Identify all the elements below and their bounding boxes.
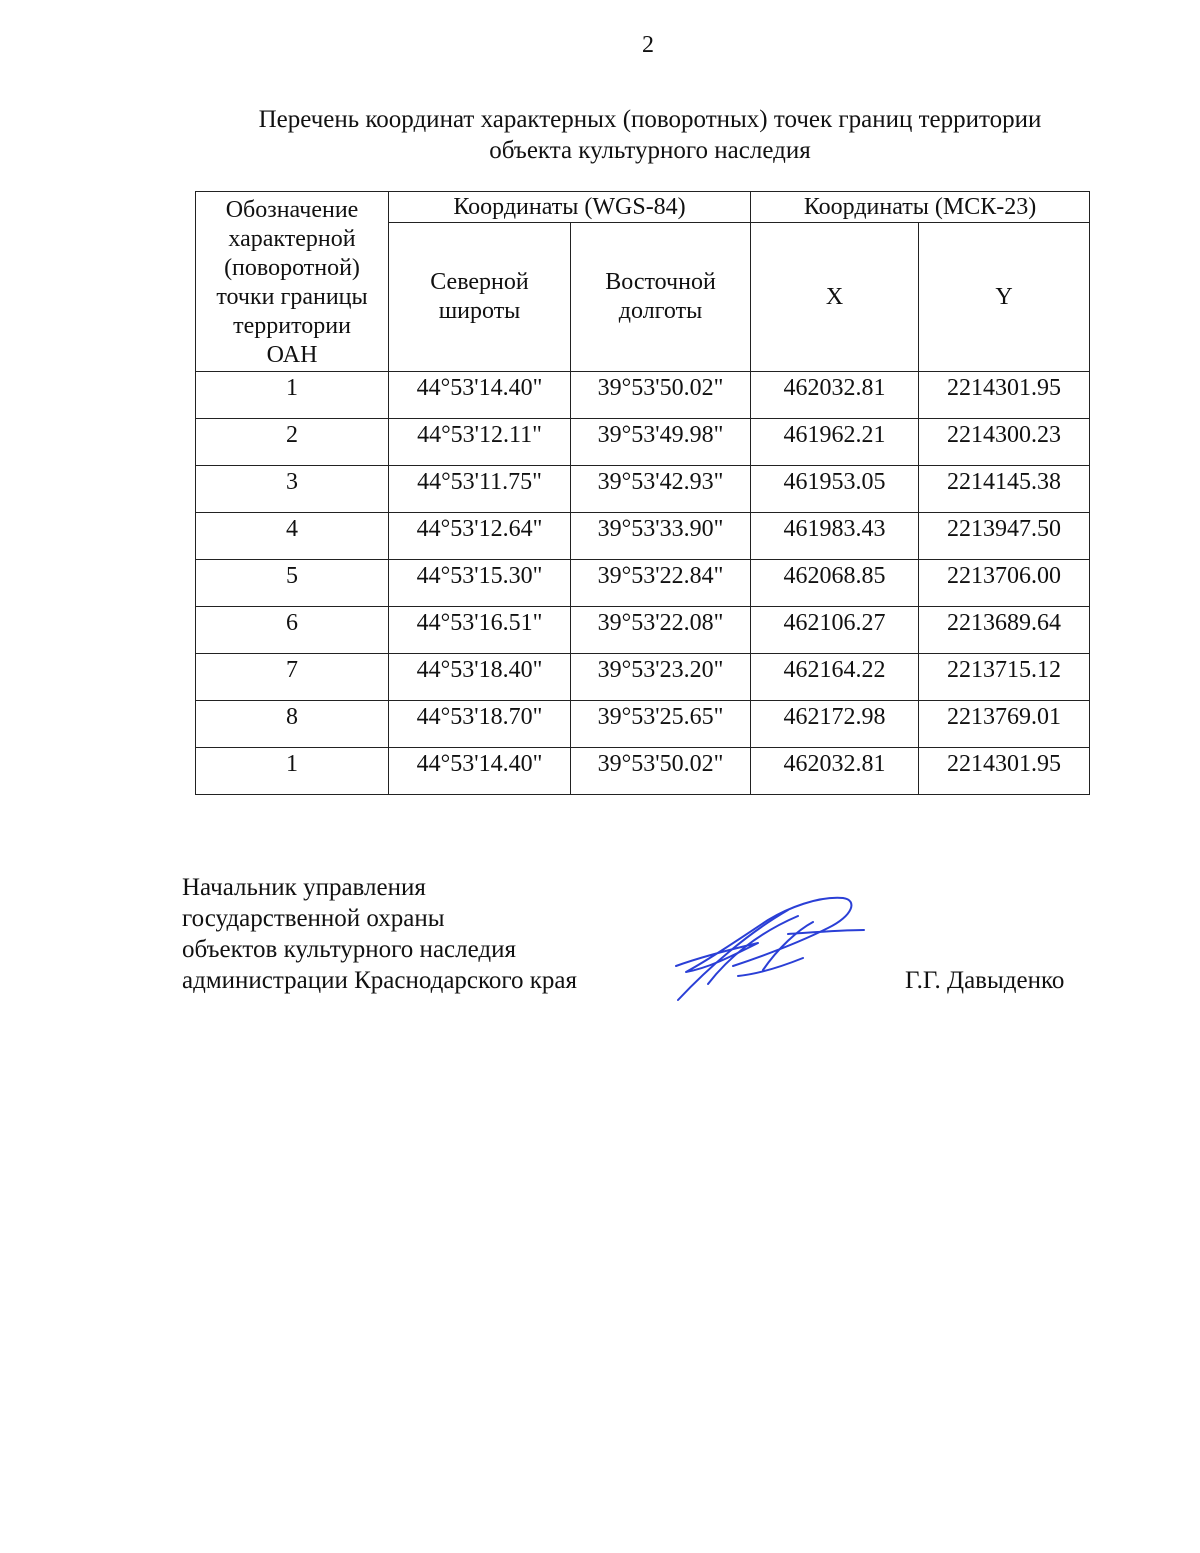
y-cell: 2213689.64: [919, 607, 1090, 654]
point-cell: 3: [196, 466, 389, 513]
y-cell: 2214301.95: [919, 748, 1090, 795]
position-line: государственной охраны: [182, 905, 445, 932]
point-cell: 8: [196, 701, 389, 748]
longitude-cell: 39°53'50.02": [571, 748, 751, 795]
longitude-cell: 39°53'22.08": [571, 607, 751, 654]
position-line: Начальник управления: [182, 874, 426, 901]
msk23-group-header: Координаты (МСК-23): [751, 192, 1090, 223]
longitude-cell: 39°53'23.20": [571, 654, 751, 701]
table-row: [196, 513, 1090, 560]
latitude-cell: 44°53'18.40": [389, 654, 571, 701]
point-cell: 4: [196, 513, 389, 560]
x-cell: 462068.85: [751, 560, 919, 607]
table-row: [196, 654, 1090, 701]
y-header: Y: [919, 223, 1090, 372]
signature-position: [182, 872, 577, 996]
point-cell: 1: [196, 372, 389, 419]
latitude-cell: 44°53'18.70": [389, 701, 571, 748]
latitude-cell: 44°53'12.11": [389, 419, 571, 466]
x-cell: 462032.81: [751, 372, 919, 419]
y-cell: 2214300.23: [919, 419, 1090, 466]
point-cell: 1: [196, 748, 389, 795]
document-title-line-2: объекта культурного наследия: [489, 137, 811, 164]
document-title: [180, 104, 1120, 166]
position-line: объектов культурного наследия: [182, 936, 516, 963]
east-longitude-header: Восточной долготы: [571, 223, 751, 372]
table-row: [196, 419, 1090, 466]
y-cell: 2213706.00: [919, 560, 1090, 607]
x-header: X: [751, 223, 919, 372]
latitude-cell: 44°53'11.75": [389, 466, 571, 513]
table-row: [196, 466, 1090, 513]
coordinates-table: [195, 191, 1090, 795]
x-cell: 461953.05: [751, 466, 919, 513]
position-line: администрации Краснодарского края: [182, 967, 578, 994]
table-row: [196, 748, 1090, 795]
document-title-line-1: Перечень координат характерных (поворотных) точек границ территории: [258, 106, 1042, 133]
x-cell: 462032.81: [751, 748, 919, 795]
y-cell: 2214145.38: [919, 466, 1090, 513]
x-cell: 462106.27: [751, 607, 919, 654]
x-cell: 462172.98: [751, 701, 919, 748]
longitude-cell: 39°53'50.02": [571, 372, 751, 419]
longitude-cell: 39°53'22.84": [571, 560, 751, 607]
wgs84-group-header: Координаты (WGS-84): [389, 192, 751, 223]
point-cell: 5: [196, 560, 389, 607]
handwritten-signature: [668, 888, 868, 1008]
point-cell: 2: [196, 419, 389, 466]
longitude-cell: 39°53'25.65": [571, 701, 751, 748]
table-row: [196, 701, 1090, 748]
longitude-cell: 39°53'42.93": [571, 466, 751, 513]
x-cell: 461962.21: [751, 419, 919, 466]
table-row: [196, 372, 1090, 419]
y-cell: 2214301.95: [919, 372, 1090, 419]
signatory-name: Г.Г. Давыденко: [905, 967, 1065, 994]
page-number: 2: [642, 32, 654, 58]
latitude-cell: 44°53'14.40": [389, 372, 571, 419]
designation-header: Обозначение характерной (поворотной) точки границы территории ОАН: [196, 192, 389, 372]
y-cell: 2213715.12: [919, 654, 1090, 701]
latitude-cell: 44°53'12.64": [389, 513, 571, 560]
table-row: [196, 607, 1090, 654]
y-cell: 2213769.01: [919, 701, 1090, 748]
x-cell: 461983.43: [751, 513, 919, 560]
x-cell: 462164.22: [751, 654, 919, 701]
latitude-cell: 44°53'14.40": [389, 748, 571, 795]
latitude-cell: 44°53'15.30": [389, 560, 571, 607]
point-cell: 7: [196, 654, 389, 701]
longitude-cell: 39°53'33.90": [571, 513, 751, 560]
table-row: [196, 560, 1090, 607]
y-cell: 2213947.50: [919, 513, 1090, 560]
north-latitude-header: Северной широты: [389, 223, 571, 372]
latitude-cell: 44°53'16.51": [389, 607, 571, 654]
point-cell: 6: [196, 607, 389, 654]
longitude-cell: 39°53'49.98": [571, 419, 751, 466]
